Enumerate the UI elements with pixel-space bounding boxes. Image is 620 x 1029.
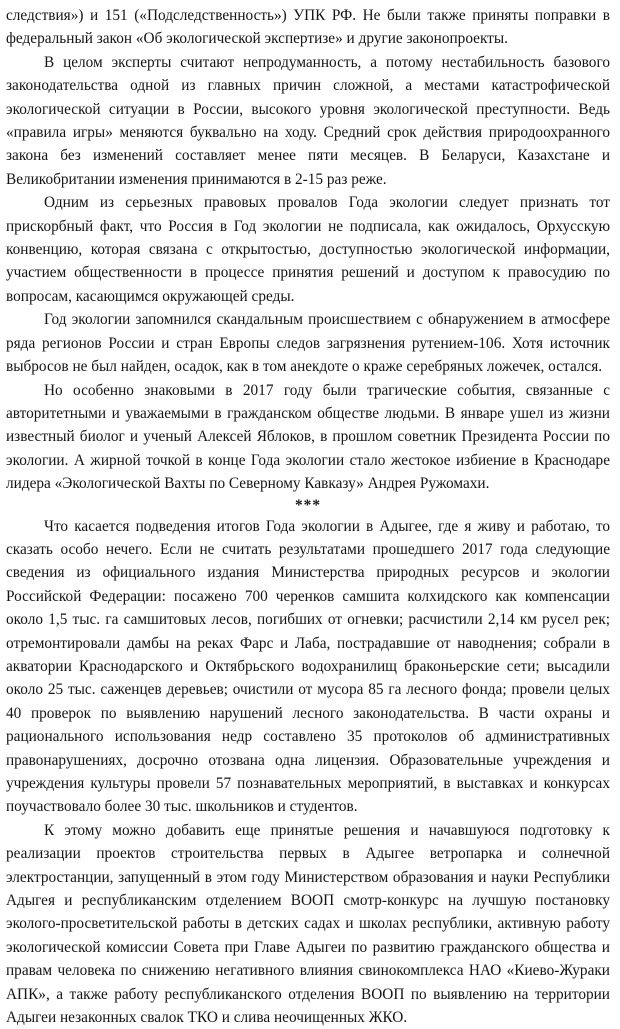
paragraph-ruthenium-106: Год экологии запомнился скандальным происшествием с обнаружением в атмосфере ряда регионов России и стран Европы следов загрязнения рутением-106. Хотя источник выбросов не был найден, осадок, как в том анекдоте о краже серебряных ложечек, остался. <box>6 311 610 376</box>
paragraph-legislation-instability: В целом эксперты считают непродуманность, а потому нестабильность базового законодательства одной из главных причин сложной, а местами катастрофической экологической ситуации в России, высокого уровня экологической преступности. Ведь «правила игры» меняются буквально на ходу. Средний срок действия природоохранного закона без изменений составляет менее пяти месяцев. В Беларуси, Казахстане и Великобритании изменения принимаются в 2-15 раз реже. <box>6 53 610 188</box>
paragraph-adygea-results: Что касается подведения итогов Года экологии в Адыгее, где я живу и работаю, то сказать особо нечего. Если не считать результатами прошедшего 2017 года следующие сведения из официального издания Министерства природных ресурсов и экологии Российской Федерации: посажено 700 черенков самшита колхидского как компенсации около 1,5 тыс. га самшитовых лесов, погибших от огневки; расчистили 2,14 км русел рек; отремонтировали дамбы на реках Фарс и Лаба, пострадавшие от наводнения; собрали в акватории Краснодарского и Октябрьского водохранилищ браконьерские сети; высадили около 25 тыс. саженцев деревьев; очистили от мусора 85 га лесного фонда; провели целых 40 проверок по выявлению нарушений лесного законодательства. В части охраны и рационального использования недр составлено 35 протоколов об административных правонарушениях, досрочно отозвана одна лицензия. Образовательные учреждения и учреждения культуры провели 57 познавательных мероприятий, в выставках и конкурсах поучаствовало более 30 тыс. школьников и студентов. <box>6 517 610 816</box>
paragraph-adygea-additions: К этому можно добавить еще принятые решения и начавшуюся подготовку к реализации проектов строительства первых в Адыгее ветропарка и солнечной электростанции, запущенный в этом году Министерством образования и науки Республики Адыгея и республиканским отделением ВООП смотр-конкурс на лучшую постановку эколого-просветительской работы в детских садах и школах республики, активную работу экологической комиссии Совета при Главе Адыгеи по развитию гражданского общества и правам человека по снижению негативного влияния свинокомплекса НАО «Киево-Жураки АПК», а также работу республиканского отделения ВООП по выявлению на территории Адыгеи незаконных свалок ТКО и слива неочищенных ЖКО. <box>6 821 610 1027</box>
paragraph-aarhus-convention: Одним из серьезных правовых провалов Года экологии следует признать тот прискорбный факт, что Россия в Год экологии не подписала, как ожидалось, Орхусскую конвенцию, которая связана с открытостью, доступностью экологической информации, участием общественности в процессе принятия решений и доступом к правосудию по вопросам, касающимся окружающей среды. <box>6 194 610 305</box>
paragraph-tragic-events: Но особенно знаковыми в 2017 году были трагические события, связанные с авторитетными и уважаемыми в гражданском обществе людьми. В январе ушел из жизни известный биолог и ученый Алексей Яблоков, в прошлом советник Президента России по экологии. А жирной точкой в конце Года экологии стало жестокое избиение в Краснодаре лидера «Экологической Вахты по Северному Кавказу» Андрея Ружомахи. <box>6 381 610 493</box>
paragraph-continuation: следствия») и 151 («Подследственность») УПК РФ. Не были также приняты поправки в федеральный закон «Об экологической экспертизе» и другие законопроекты. <box>6 7 610 48</box>
section-separator: *** <box>295 496 321 514</box>
